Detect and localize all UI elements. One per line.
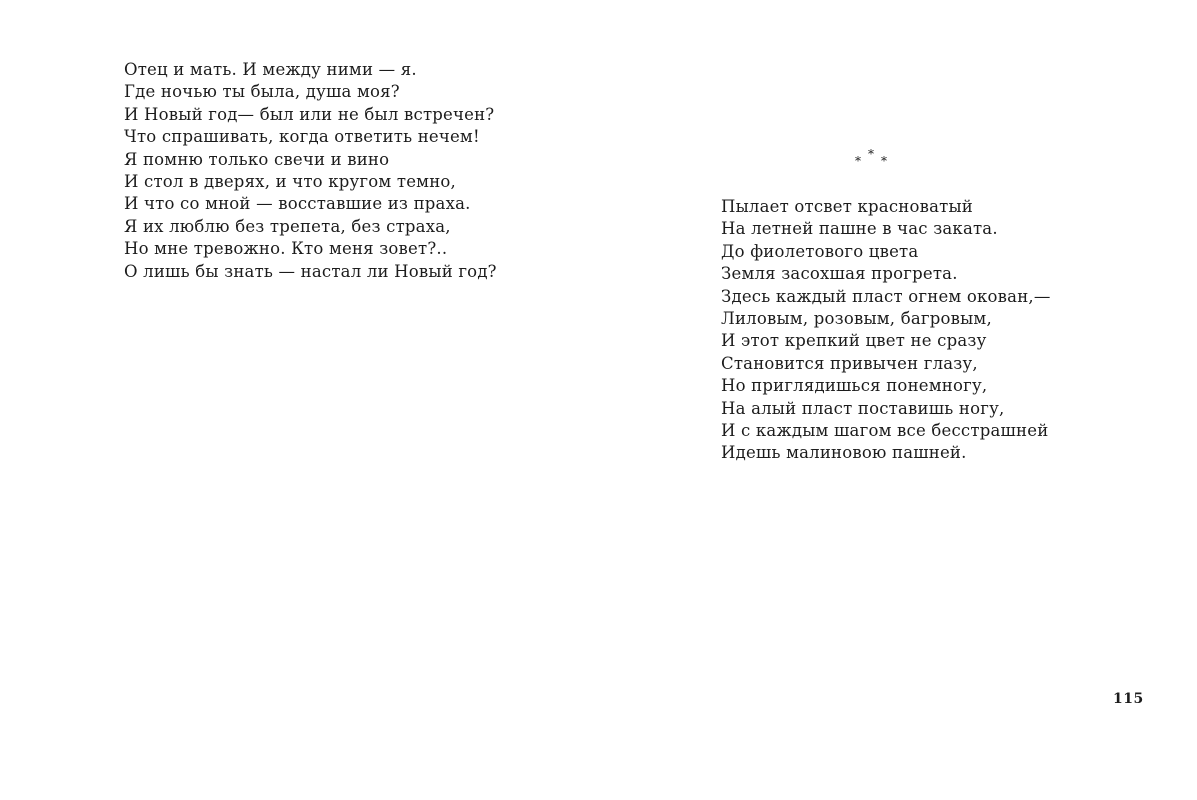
right-poem [721, 196, 1051, 465]
poem-line: Но приглядишься понемногу, [721, 376, 988, 396]
poem-line: Я их люблю без трепета, без страха, [124, 216, 451, 236]
poem-line: Здесь каждый пласт огнем окован,— [721, 286, 1051, 306]
poem-line: О лишь бы знать — настал ли Новый год? [124, 261, 497, 281]
poem-line: До фиолетового цвета [721, 241, 919, 261]
poem-line: И что со мной — восставшие из праха. [124, 194, 471, 214]
poem-line: Земля засохшая прогрета. [721, 264, 958, 284]
poem-line: Становится привычен глазу, [721, 353, 978, 373]
poem-line: И с каждым шагом все бесстрашней [721, 420, 1049, 440]
left-poem [124, 59, 497, 283]
poem-line: Где ночью ты была, душа моя? [124, 82, 400, 102]
poem-line: Идешь малиновою пашней. [721, 443, 967, 463]
poem-line: Что спрашивать, когда ответить нечем! [124, 127, 480, 147]
poem-line: Пылает отсвет красноватый [721, 197, 973, 216]
asterisk-glyph: * [881, 154, 887, 168]
poem-line: Отец и мать. И между ними — я. [124, 60, 417, 79]
poem-line: Но мне тревожно. Кто меня зовет?.. [124, 239, 448, 259]
poem-line: И этот крепкий цвет не сразу [721, 331, 987, 351]
poem-line: На алый пласт поставишь ногу, [721, 398, 1005, 418]
poem-line: На летней пашне в час заката. [721, 219, 998, 239]
asterisk-glyph: * [868, 147, 874, 161]
poem-line: И Новый год— был или не был встречен? [124, 104, 495, 124]
asterisk-glyph: * [855, 154, 861, 168]
poem-line: Лиловым, розовым, багровым, [721, 308, 992, 328]
poem-line: Я помню только свечи и вино [124, 149, 390, 169]
page-number: 115 [1113, 691, 1144, 707]
poem-line: И стол в дверях, и что кругом темно, [124, 171, 456, 191]
asterism-separator [855, 148, 895, 170]
